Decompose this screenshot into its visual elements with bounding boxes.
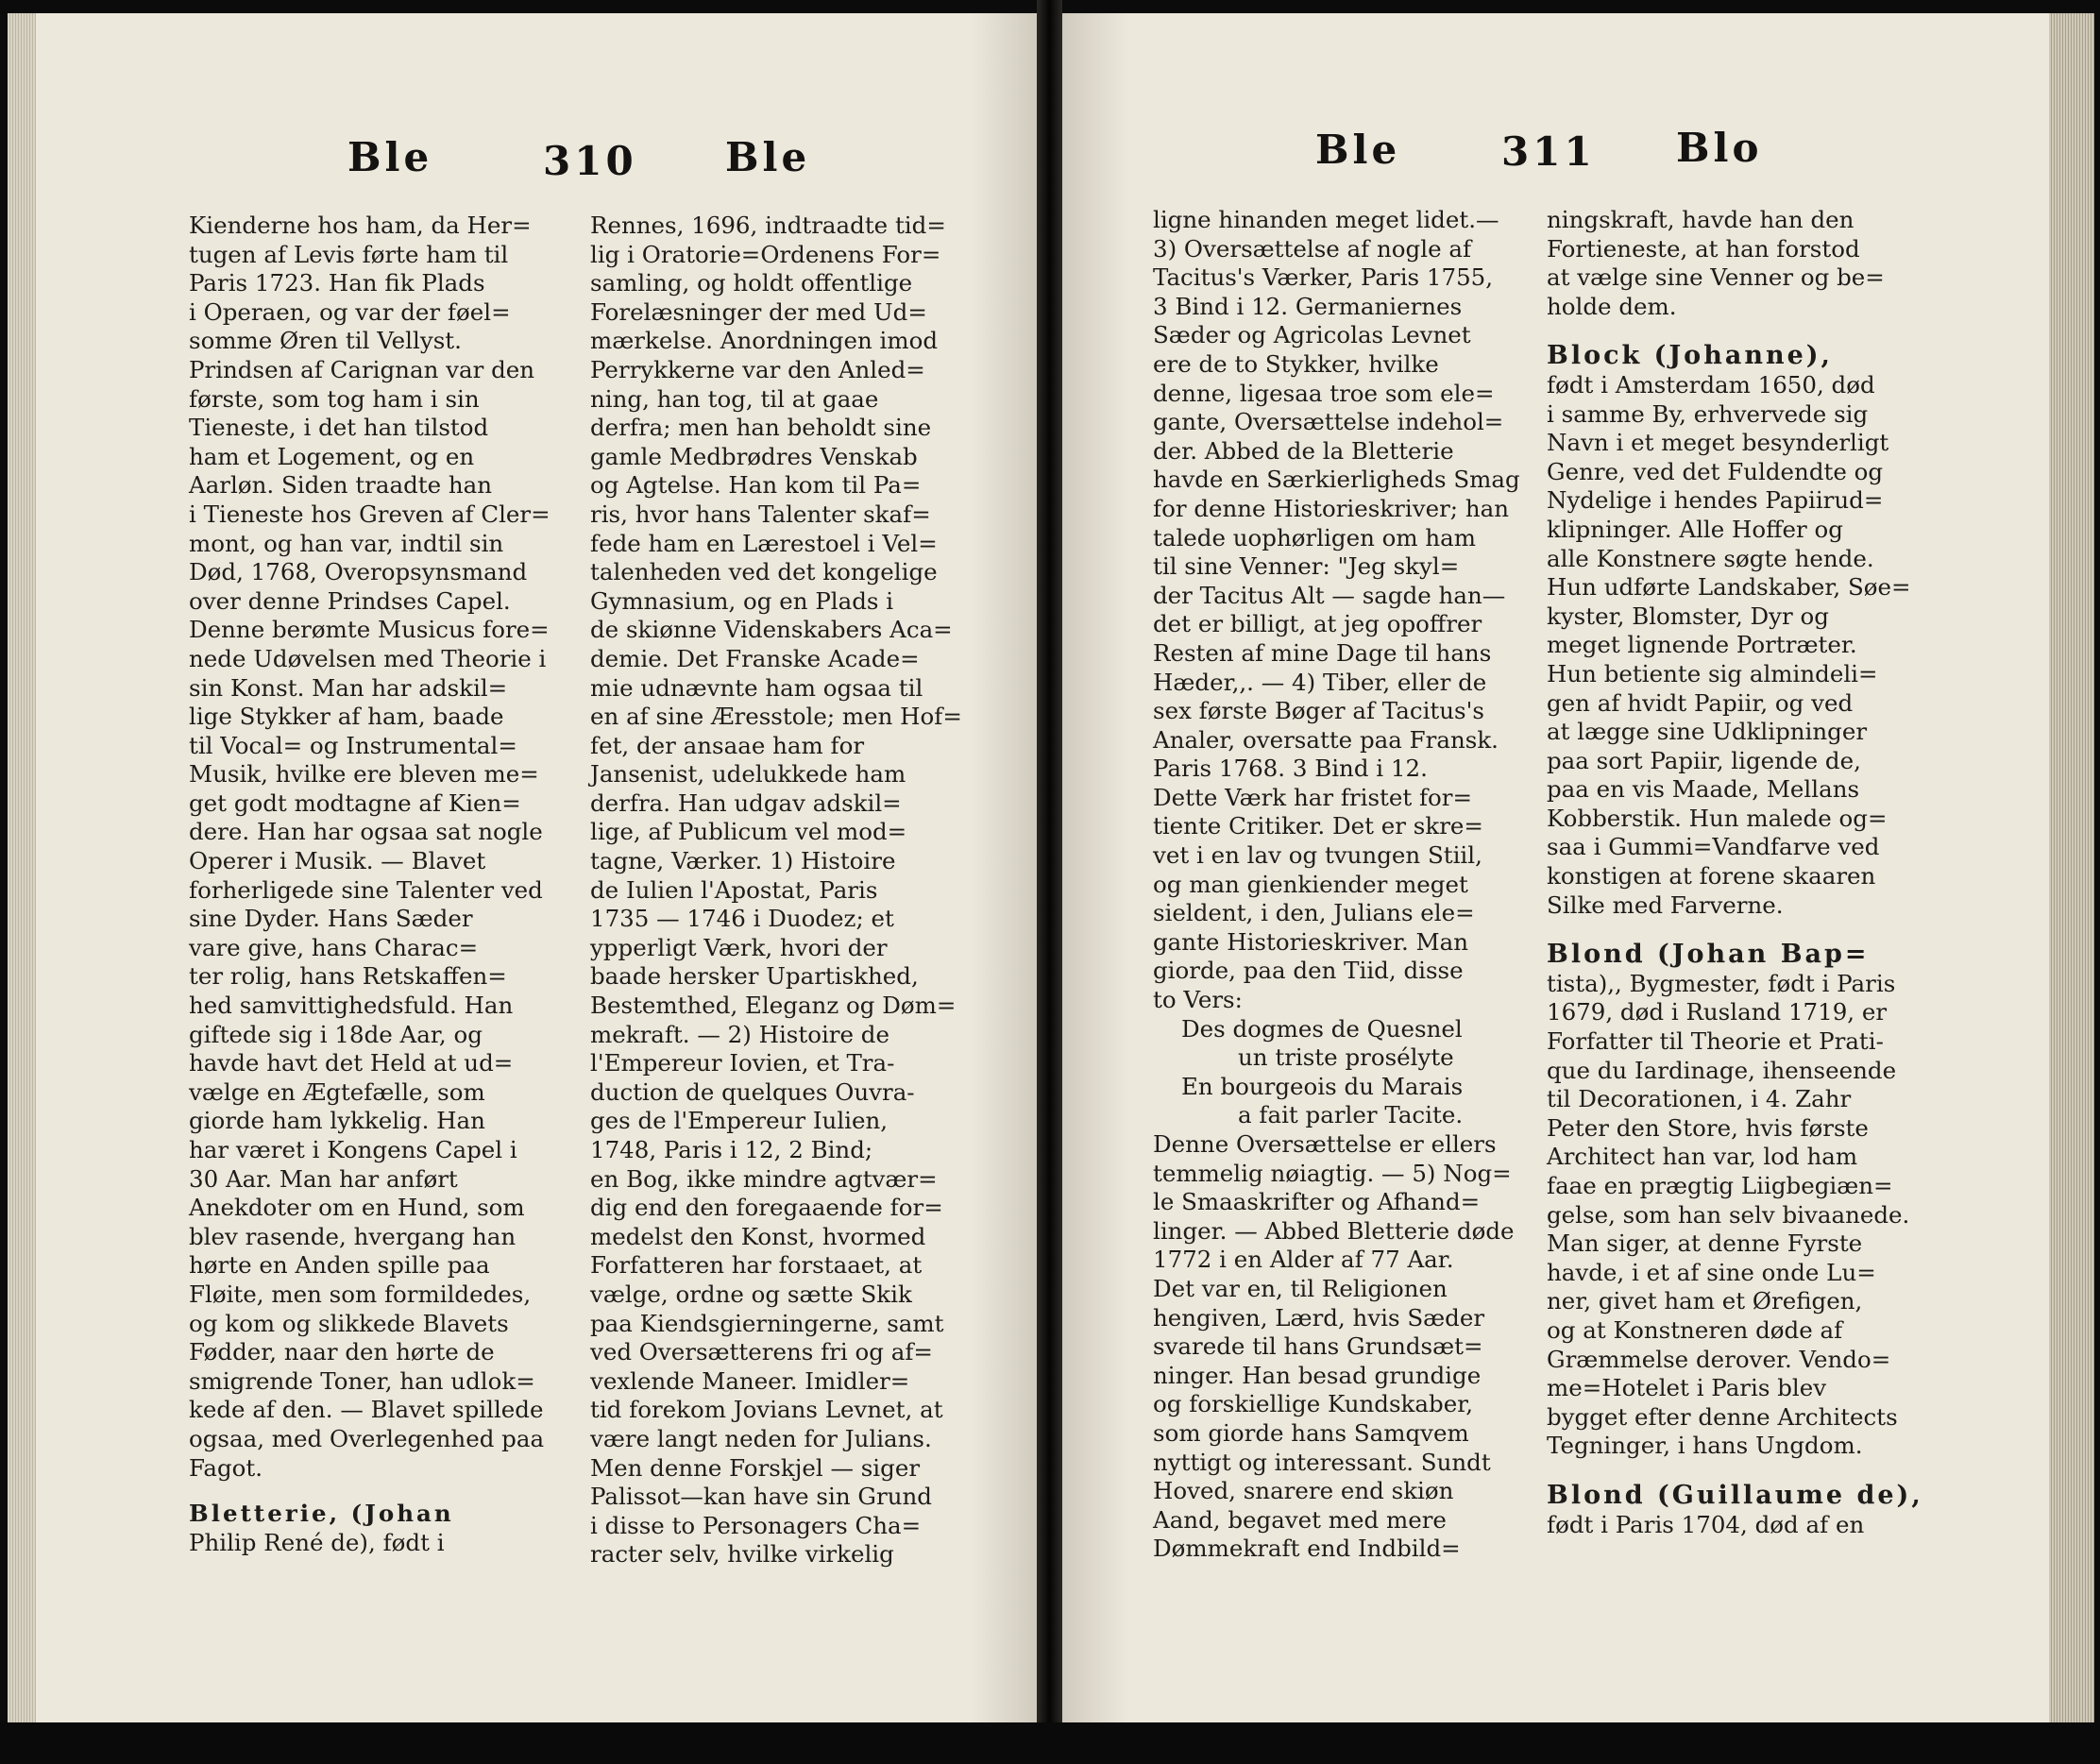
- text-line: Architect han var, lod ham: [1547, 1143, 1858, 1171]
- text-line: 1772 i en Alder af 77 Aar.: [1153, 1246, 1454, 1274]
- text-line: sin Konst. Man har adskil=: [189, 673, 508, 702]
- text-line: mie udnævnte ham ogsaa til: [590, 673, 923, 702]
- text-line: paa Kiendsgierningerne, samt: [590, 1309, 944, 1337]
- text-line: og kom og slikkede Blavets: [189, 1309, 509, 1337]
- text-line: ris, hvor hans Talenter skaf=: [590, 500, 931, 528]
- text-line: ningskraft, havde han den: [1547, 206, 1854, 233]
- text-line: havde havt det Held at ud=: [189, 1049, 514, 1077]
- text-line: havde, i et af sine onde Lu=: [1547, 1258, 1876, 1286]
- text-line: svarede til hans Grundsæt=: [1153, 1332, 1483, 1361]
- text-line: nyttigt og interessant. Sundt: [1153, 1448, 1491, 1476]
- text-line: være langt neden for Julians.: [590, 1424, 932, 1452]
- text-line: Fløite, men som formildedes,: [189, 1280, 532, 1308]
- text-line: i Operaen, og var der føel=: [189, 297, 511, 326]
- text-line: blev rasende, hvergang han: [189, 1222, 517, 1250]
- text-line: det er billigt, at jeg opoffrer: [1153, 610, 1482, 638]
- text-line: Kienderne hos ham, da Her=: [189, 212, 532, 239]
- text-line: ham et Logement, og en: [189, 442, 475, 470]
- text-line: ner, givet ham et Ørefigen,: [1547, 1287, 1863, 1315]
- text-line: Dømmekraft end Indbild=: [1153, 1535, 1461, 1563]
- text-line: vare give, hans Charac=: [189, 933, 479, 961]
- text-line: meget lignende Portræter.: [1547, 631, 1857, 659]
- column-right: [1547, 206, 1981, 1539]
- text-line: ges de l'Empereur Iulien,: [590, 1107, 889, 1135]
- text-line: født i Paris 1704, død af en: [1547, 1510, 1865, 1538]
- column-left-entry: [189, 1500, 604, 1557]
- text-line: Hoved, snarere end skiøn: [1153, 1477, 1454, 1505]
- text-line: der Tacitus Alt — sagde han—: [1153, 581, 1506, 609]
- text-line: Paris 1723. Han fik Plads: [189, 269, 485, 297]
- right-page: [1062, 13, 2063, 1722]
- text-line: Silke med Farverne.: [1547, 890, 1784, 919]
- text-line: født i Amsterdam 1650, død: [1547, 370, 1875, 399]
- text-line: tiente Critiker. Det er skre=: [1153, 812, 1483, 840]
- text-line: Fortieneste, at han forstod: [1547, 234, 1860, 263]
- text-line: Denne berømte Musicus fore=: [189, 616, 550, 644]
- text-line: derfra. Han udgav adskil=: [590, 789, 902, 817]
- text-line: kyster, Blomster, Dyr og: [1547, 602, 1829, 630]
- running-head-right: Ble: [725, 134, 811, 180]
- book-gutter: [1037, 0, 1062, 1764]
- text-line: og man gienkiender meget: [1153, 870, 1468, 898]
- text-line: Fødder, naar den hørte de: [189, 1338, 495, 1366]
- text-line: og Agtelse. Han kom til Pa=: [590, 471, 922, 500]
- text-line: i disse to Personagers Cha=: [590, 1511, 922, 1539]
- text-line: ere de to Stykker, hvilke: [1153, 349, 1439, 378]
- entry-heading-bletterie: Bletterie, (Johan: [189, 1500, 454, 1527]
- text-line: Paris 1768. 3 Bind i 12.: [1153, 755, 1428, 783]
- text-line: hørte en Anden spille paa: [189, 1251, 490, 1280]
- text-line: talede uophørligen om ham: [1153, 523, 1477, 551]
- text-line: Forfatter til Theorie et Prati-: [1547, 1027, 1884, 1056]
- text-line: Tacitus's Værker, Paris 1755,: [1153, 263, 1494, 292]
- text-line: Peter den Store, hvis første: [1547, 1113, 1869, 1142]
- text-line: gelse, som han selv bivaanede.: [1547, 1200, 1910, 1229]
- text-line: l'Empereur Iovien, et Tra-: [590, 1049, 895, 1077]
- text-line: de Iulien l'Apostat, Paris: [590, 875, 878, 904]
- text-line: duction de quelques Ouvra-: [590, 1077, 915, 1106]
- text-line: giorde ham lykkelig. Han: [189, 1107, 485, 1135]
- text-line: klipninger. Alle Hoffer og: [1547, 515, 1843, 543]
- text-line: gante Historieskriver. Man: [1153, 927, 1468, 956]
- text-line: hengiven, Lærd, hvis Sæder: [1153, 1303, 1485, 1331]
- text-line: sieldent, i den, Julians ele=: [1153, 899, 1475, 927]
- text-line: alle Konstnere søgte hende.: [1547, 544, 1874, 572]
- text-line: Død, 1768, Overopsynsmand: [189, 558, 528, 586]
- text-line: at lægge sine Udklipninger: [1547, 718, 1868, 746]
- text-line: Perrykkerne var den Anled=: [590, 355, 925, 383]
- text-line: bygget efter denne Architects: [1547, 1402, 1898, 1431]
- text-line: vet i en lav og tvungen Stiil,: [1153, 841, 1482, 870]
- text-line: denne, ligesaa troe som ele=: [1153, 379, 1495, 407]
- text-line: get godt modtagne af Kien=: [189, 789, 521, 817]
- text-line: og forskiellige Kundskaber,: [1153, 1390, 1474, 1418]
- text-line: medelst den Konst, hvormed: [590, 1222, 926, 1250]
- text-line: talenheden ved det kongelige: [590, 558, 938, 586]
- entry-line: Philip René de), født i: [189, 1528, 445, 1556]
- text-line: der. Abbed de la Bletterie: [1153, 436, 1454, 465]
- text-line: gante, Oversættelse indehol=: [1153, 408, 1504, 436]
- page-number: 311: [1501, 128, 1596, 175]
- text-line: Palissot—kan have sin Grund: [590, 1483, 932, 1511]
- text-line: Kobberstik. Hun malede og=: [1547, 804, 1888, 832]
- text-line: mekraft. — 2) Histoire de: [590, 1020, 889, 1048]
- text-line: Tieneste, i det han tilstod: [189, 414, 489, 442]
- text-line: me=Hotelet i Paris blev: [1547, 1374, 1827, 1402]
- text-line: somme Øren til Vellyst.: [189, 327, 462, 355]
- text-line: Dette Værk har fristet for=: [1153, 783, 1473, 811]
- text-line: ninger. Han besad grundige: [1153, 1361, 1482, 1389]
- text-line: sex første Bøger af Tacitus's: [1153, 697, 1484, 725]
- text-line: Græmmelse derover. Vendo=: [1547, 1345, 1891, 1373]
- text-line: Fagot.: [189, 1453, 263, 1482]
- text-line: Man siger, at denne Fyrste: [1547, 1230, 1863, 1258]
- entry-heading-block: Block (Johanne),: [1547, 341, 1833, 371]
- text-line: giorde, paa den Tiid, disse: [1153, 957, 1464, 985]
- text-line: 1748, Paris i 12, 2 Bind;: [590, 1136, 873, 1163]
- text-line: Jansenist, udelukkede ham: [590, 760, 906, 789]
- text-line: Analer, oversatte paa Fransk.: [1153, 725, 1499, 754]
- page-number: 310: [543, 138, 637, 184]
- text-line: nede Udøvelsen med Theorie i: [189, 644, 547, 672]
- right-page-edges: [2049, 13, 2094, 1722]
- gutter-shadow: [1062, 13, 1128, 1722]
- text-line: Genre, ved det Fuldendte og: [1547, 457, 1884, 485]
- text-line: 30 Aar. Man har anført: [189, 1164, 458, 1193]
- entry-heading-blond-guillaume: Blond (Guillaume de),: [1547, 1480, 1923, 1510]
- text-line: En bourgeois du Marais: [1181, 1072, 1464, 1100]
- text-line: har været i Kongens Capel i: [189, 1136, 517, 1163]
- text-line: giftede sig i 18de Aar, og: [189, 1020, 483, 1048]
- text-line: to Vers:: [1153, 986, 1243, 1014]
- text-line: og at Konstneren døde af: [1547, 1315, 1843, 1344]
- text-line: i samme By, erhvervede sig: [1547, 399, 1869, 428]
- entry-heading-blond-johan: Blond (Johan Bap=: [1547, 940, 1870, 970]
- text-line: Aand, begavet med mere: [1153, 1505, 1447, 1534]
- text-line: mærkelse. Anordningen imod: [590, 327, 939, 355]
- text-line: samling, og holdt offentlige: [590, 269, 913, 297]
- text-line: que du Iardinage, ihenseende: [1547, 1056, 1897, 1084]
- column-left: [1153, 206, 1587, 1564]
- text-line: demie. Det Franske Acade=: [590, 644, 920, 672]
- text-line: for denne Historieskriver; han: [1153, 494, 1509, 522]
- text-line: til Vocal= og Instrumental=: [189, 731, 517, 759]
- text-line: som giorde hans Samqvem: [1153, 1418, 1469, 1447]
- text-line: fede ham en Lærestoel i Vel=: [590, 529, 938, 557]
- text-line: forherligede sine Talenter ved: [189, 875, 543, 904]
- text-line: Rennes, 1696, indtraadte tid=: [590, 212, 946, 239]
- text-line: un triste prosélyte: [1238, 1043, 1454, 1072]
- text-line: Aarløn. Siden traadte han: [189, 471, 493, 500]
- text-line: dig end den foregaaende for=: [590, 1194, 943, 1222]
- text-line: tugen af Levis førte ham til: [189, 240, 509, 268]
- left-page: [36, 13, 1037, 1722]
- text-line: Men denne Forskjel — siger: [590, 1453, 921, 1482]
- background-bottom: [0, 1722, 2100, 1764]
- text-line: over denne Prindses Capel.: [189, 586, 511, 615]
- text-line: derfra; men han beholdt sine: [590, 414, 932, 442]
- text-line: mont, og han var, indtil sin: [189, 529, 504, 557]
- text-line: Sæder og Agricolas Levnet: [1153, 321, 1471, 349]
- text-line: vælge, ordne og sætte Skik: [590, 1280, 912, 1308]
- text-line: 1679, død i Rusland 1719, er: [1547, 998, 1888, 1026]
- running-head-right: Blo: [1676, 125, 1763, 171]
- text-line: havde en Særkierligheds Smag: [1153, 466, 1520, 494]
- text-line: Forfatteren har forstaaet, at: [590, 1251, 923, 1280]
- text-line: ved Oversætterens fri og af=: [590, 1338, 933, 1366]
- text-line: baade hersker Upartiskhed,: [590, 962, 919, 991]
- text-line: dere. Han har ogsaa sat nogle: [189, 818, 543, 846]
- text-line: Hun udførte Landskaber, Søe=: [1547, 573, 1911, 602]
- text-line: tista),, Bygmester, født i Paris: [1547, 969, 1896, 997]
- text-line: Musik, hvilke ere bleven me=: [189, 760, 539, 789]
- text-line: ogsaa, med Overlegenhed paa: [189, 1424, 545, 1452]
- text-line: tagne, Værker. 1) Histoire: [590, 847, 896, 875]
- text-line: ligne hinanden meget lidet.—: [1153, 206, 1499, 233]
- text-line: en Bog, ikke mindre agtvær=: [590, 1164, 938, 1193]
- text-line: hed samvittighedsfuld. Han: [189, 992, 514, 1020]
- text-line: ning, han tog, til at gaae: [590, 384, 879, 413]
- column-right: [590, 212, 1006, 1569]
- running-head-left: Ble: [347, 134, 433, 180]
- text-line: temmelig nøiagtig. — 5) Nog=: [1153, 1159, 1512, 1187]
- text-line: konstigen at forene skaaren: [1547, 862, 1876, 890]
- text-line: Gymnasium, og en Plads i: [590, 586, 894, 615]
- left-page-edges: [8, 13, 36, 1722]
- text-line: racter selv, hvilke virkelig: [590, 1540, 894, 1569]
- text-line: faae en prægtig Liigbegiæn=: [1547, 1172, 1893, 1199]
- text-line: Tegninger, i hans Ungdom.: [1547, 1432, 1863, 1460]
- text-line: Nydelige i hendes Papiirud=: [1547, 486, 1884, 515]
- text-line: a fait parler Tacite.: [1238, 1101, 1464, 1129]
- text-line: Det var en, til Religionen: [1153, 1274, 1448, 1302]
- text-line: første, som tog ham i sin: [189, 384, 480, 413]
- text-line: Operer i Musik. — Blavet: [189, 847, 486, 875]
- text-line: sine Dyder. Hans Sæder: [189, 905, 473, 933]
- text-line: ypperligt Værk, hvori der: [590, 933, 888, 961]
- text-line: Anekdoter om en Hund, som: [189, 1194, 525, 1222]
- text-line: i Tieneste hos Greven af Cler=: [189, 500, 550, 528]
- text-line: til Decorationen, i 4. Zahr: [1547, 1085, 1852, 1113]
- running-head-left: Ble: [1315, 127, 1401, 173]
- text-line: ter rolig, hans Retskaffen=: [189, 962, 507, 991]
- column-left: [189, 212, 604, 1483]
- text-line: Des dogmes de Quesnel: [1181, 1014, 1463, 1043]
- text-line: 3 Bind i 12. Germaniernes: [1153, 292, 1463, 320]
- text-line: paa sort Papiir, ligende de,: [1547, 746, 1861, 774]
- text-line: lige, af Publicum vel mod=: [590, 818, 907, 846]
- text-line: fet, der ansaae ham for: [590, 731, 865, 759]
- text-line: 3) Oversættelse af nogle af: [1153, 234, 1472, 263]
- text-line: Denne Oversættelse er ellers: [1153, 1130, 1497, 1158]
- text-line: kede af den. — Blavet spillede: [189, 1396, 544, 1424]
- text-line: vælge en Ægtefælle, som: [189, 1077, 485, 1106]
- text-line: lige Stykker af ham, baade: [189, 703, 504, 731]
- text-line: paa en vis Maade, Mellans: [1547, 775, 1860, 804]
- text-line: Hæder,,. — 4) Tiber, eller de: [1153, 668, 1487, 696]
- verse-quote: [1153, 1015, 1587, 1130]
- text-line: linger. — Abbed Bletterie døde: [1153, 1216, 1515, 1245]
- text-line: smigrende Toner, han udlok=: [189, 1366, 535, 1395]
- text-line: de skiønne Videnskabers Aca=: [590, 616, 953, 644]
- text-line: Forelæsninger der med Ud=: [590, 297, 927, 326]
- text-line: Bestemthed, Eleganz og Døm=: [590, 992, 957, 1020]
- text-line: gamle Medbrødres Venskab: [590, 442, 918, 470]
- text-line: lig i Oratorie=Ordenens For=: [590, 240, 941, 268]
- text-line: le Smaaskrifter og Afhand=: [1153, 1188, 1481, 1216]
- text-line: gen af hvidt Papiir, og ved: [1547, 688, 1854, 717]
- text-line: at vælge sine Venner og be=: [1547, 263, 1885, 292]
- text-line: vexlende Maneer. Imidler=: [590, 1366, 910, 1395]
- text-line: Hun betiente sig almindeli=: [1547, 659, 1878, 687]
- text-line: Resten af mine Dage til hans: [1153, 638, 1492, 667]
- text-line: tid forekom Jovians Levnet, at: [590, 1396, 943, 1424]
- text-line: til sine Venner: "Jeg skyl=: [1153, 552, 1460, 581]
- text-line: saa i Gummi=Vandfarve ved: [1547, 833, 1880, 861]
- text-line: en af sine Æresstole; men Hof=: [590, 703, 962, 731]
- text-line: holde dem.: [1547, 292, 1677, 320]
- text-line: 1735 — 1746 i Duodez; et: [590, 905, 894, 933]
- text-line: Navn i et meget besynderligt: [1547, 429, 1889, 457]
- text-line: Prindsen af Carignan var den: [189, 355, 535, 383]
